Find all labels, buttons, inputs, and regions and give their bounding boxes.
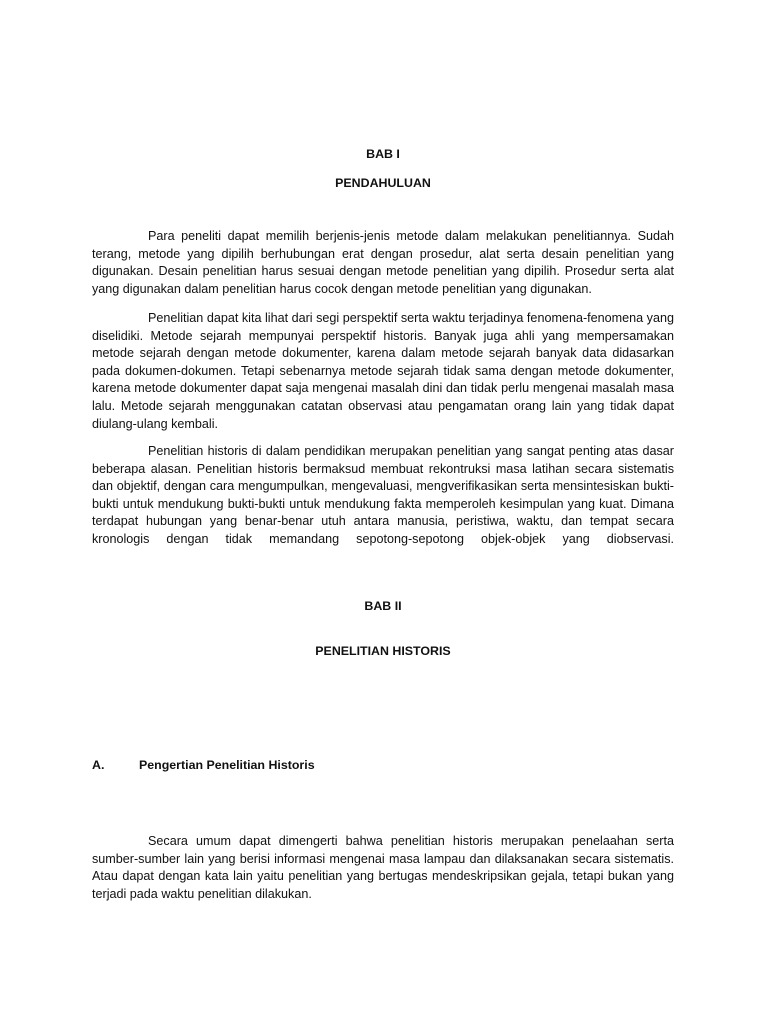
section-heading: [92, 757, 674, 775]
bab1-paragraph-2: Penelitian dapat kita lihat dari segi perspektif serta waktu terjadinya fenomena-fenomena yang diselidiki. Metode sejarah mempunyai perspektif historis. Banyak juga ahli yang mempersamakan metode sejarah dengan metode dokumenter, karena dalam metode sejarah banyak data didasarkan pada dokumen-dokumen. Tetapi sebenarnya metode sejarah tidak sama dengan metode dokumenter, karena metode dokumenter dapat saja mengenai masalah dini dan tidak perlu mengenai masalah masa lalu. Metode sejarah menggunakan catatan observasi atau pengamatan orang lain yang tidak dapat diulang-ulang kembali.: [92, 311, 674, 431]
bab1-paragraph-1: Para peneliti dapat memilih berjenis-jenis metode dalam melakukan penelitiannya. Sudah terang, metode yang dipilih berhubungan erat dengan prosedur, alat serta desain penelitian yang digunakan. Desain penelitian harus sesuai dengan metode penelitian yang dipilih. Prosedur serta alat yang digunakan dalam penelitian harus cocok dengan metode penelitian yang digunakan.: [92, 229, 674, 296]
bab2-paragraph: Secara umum dapat dimengerti bahwa penelitian historis merupakan penelaahan serta sumber-sumber lain yang berisi informasi mengenai masa lampau dan dilaksanakan secara sistematis. Atau dapat dengan kata lain yaitu penelitian yang bertugas mendeskripsikan gejala, tetapi bukan yang terjadi pada waktu penelitian dilakukan.: [92, 834, 674, 901]
bab2-title: PENELITIAN HISTORIS: [315, 644, 451, 658]
bab1-title: PENDAHULUAN: [335, 176, 431, 190]
bab2-label: BAB II: [364, 599, 402, 613]
section-title: Pengertian Penelitian Historis: [139, 758, 315, 772]
section-number: A.: [92, 758, 105, 772]
bab1-label: BAB I: [366, 147, 400, 161]
bab1-paragraph-3: Penelitian historis di dalam pendidikan merupakan penelitian yang sangat penting atas dasar beberapa alasan. Penelitian historis bermaksud membuat rekontruksi masa latihan secara sistematis dan objektif, dengan cara mengumpulkan, mengevaluasi, mengverifikasikan serta mensintesiskan bukti-bukti untuk mendukung bukti-bukti untuk mendukung fakta memperoleh kesimpulan yang kuat. Dimana terdapat hubungan yang benar-benar utuh antara manusia, peristiwa, waktu, dan tempat secara kronologis dengan tidak memandang sepotong-sepotong objek-objek yang diobservasi.: [92, 444, 674, 546]
